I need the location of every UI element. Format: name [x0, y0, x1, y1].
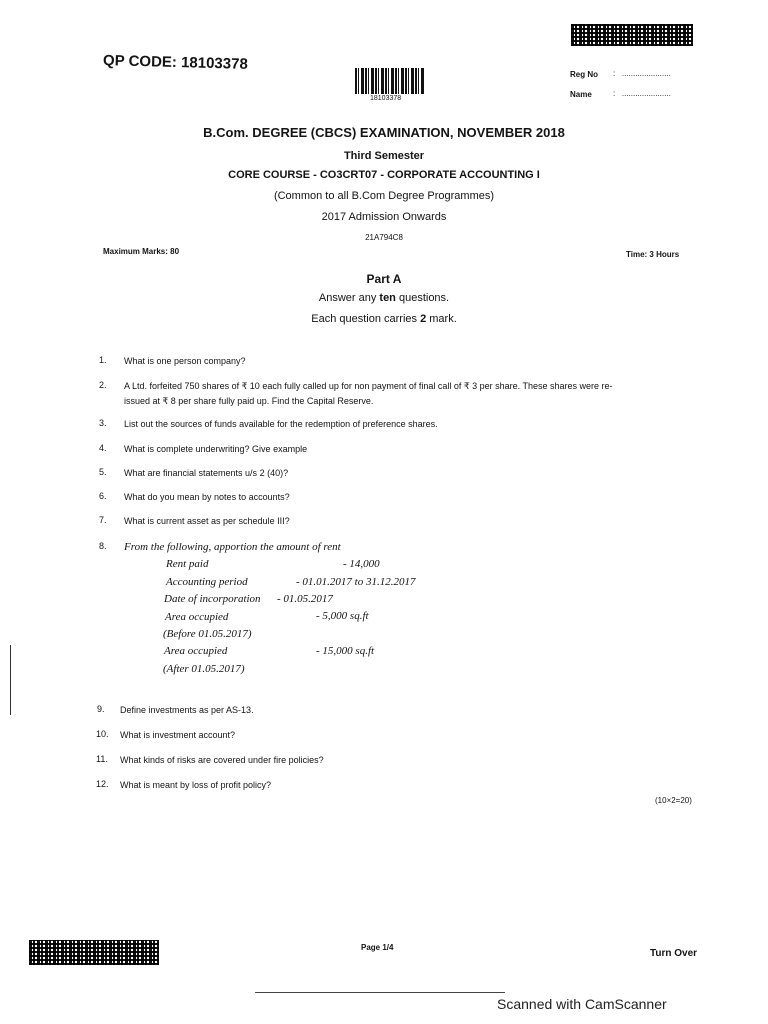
barcode-number: 18103378 [370, 95, 402, 102]
qp-code: QP CODE: 18103378 [102, 52, 249, 73]
scan-margin-line [10, 645, 11, 715]
area-after-date: (After 01.05.2017) [163, 663, 245, 675]
question-text: What is complete underwriting? Give example [124, 444, 308, 454]
area-after-label: Area occupied [164, 645, 228, 657]
reg-no-label: Reg No [570, 70, 598, 79]
instruction-bold: ten [379, 292, 396, 304]
marks-total: (10×2=20) [655, 796, 692, 805]
rent-paid-value: - 14,000 [343, 558, 380, 570]
name-label: Name [570, 90, 592, 99]
question-number: 2. [99, 380, 107, 390]
camscanner-watermark: Scanned with CamScanner [497, 996, 667, 1012]
question-number: 5. [99, 467, 107, 477]
question-text: List out the sources of funds available for the redemption of preference shares. [124, 419, 438, 429]
barcode-top-right [571, 24, 693, 46]
accounting-period-value: - 01.01.2017 to 31.12.2017 [296, 576, 416, 588]
question-number: 4. [99, 443, 107, 453]
incorporation-label: Date of incorporation [164, 593, 261, 605]
question-text: What do you mean by notes to accounts? [124, 492, 290, 502]
question-text: What is current asset as per schedule III? [124, 516, 290, 526]
footer-divider [255, 992, 505, 993]
question-text: What is investment account? [120, 730, 236, 740]
barcode-center [355, 68, 425, 94]
question-number: 8. [99, 541, 107, 551]
semester: Third Semester [343, 150, 425, 162]
course: CORE COURSE - CO3CRT07 - CORPORATE ACCOUNTING I [228, 169, 540, 181]
question-number: 3. [99, 418, 107, 428]
question-number: 11. [96, 754, 108, 764]
area-before-date: (Before 01.05.2017) [163, 628, 252, 640]
question-text: What are financial statements u/s 2 (40)? [124, 468, 289, 478]
marks-bold: 2 [420, 313, 427, 325]
question-number: 6. [99, 491, 107, 501]
question-text: What kinds of risks are covered under fire policies? [120, 755, 324, 765]
question-number: 9. [97, 704, 105, 714]
common-programmes: (Common to all B.Com Degree Programmes) [273, 190, 495, 202]
question-text: A Ltd. forfeited 750 shares of ₹ 10 each fully called up for non payment of final call of ₹ 3 per share. These shares were re- [124, 381, 613, 391]
question-text: What is one person company? [124, 356, 246, 366]
area-after-value: - 15,000 sq.ft [316, 645, 375, 657]
instruction-pre: Answer any [318, 292, 380, 304]
instruction-post: questions. [395, 292, 450, 304]
question-text: Define investments as per AS-13. [120, 705, 254, 715]
incorporation-value: - 01.05.2017 [277, 593, 333, 605]
area-before-label: Area occupied [165, 611, 229, 623]
admission: 2017 Admission Onwards [321, 211, 447, 223]
question-number: 1. [99, 355, 107, 365]
time: Time: 3 Hours [626, 250, 680, 259]
barcode-bottom-left [29, 940, 159, 965]
part-title: Part A [366, 272, 402, 286]
exam-title: B.Com. DEGREE (CBCS) EXAMINATION, NOVEMBER 2018 [203, 125, 565, 140]
rent-paid-label: Rent paid [166, 558, 209, 570]
exam-code: 21A794C8 [365, 233, 403, 242]
turn-over: Turn Over [650, 948, 698, 959]
question-text: From the following, apportion the amount of rent [124, 541, 341, 553]
question-number: 10. [96, 729, 109, 739]
part-instruction [0, 292, 768, 304]
marks-post: mark. [426, 313, 457, 325]
maximum-marks: Maximum Marks: 80 [103, 247, 180, 256]
question-text-continued: issued at ₹ 8 per share fully paid up. Find the Capital Reserve. [124, 396, 374, 406]
area-before-value: - 5,000 sq.ft [316, 610, 369, 622]
name-field: : ...................... [613, 89, 671, 98]
page-number: Page 1/4 [361, 943, 394, 952]
question-number: 12. [96, 779, 109, 789]
marks-pre: Each question carries [311, 313, 421, 325]
part-marks [0, 313, 768, 325]
question-number: 7. [99, 515, 107, 525]
accounting-period-label: Accounting period [166, 576, 248, 588]
reg-no-field: : ...................... [613, 69, 671, 78]
question-text: What is meant by loss of profit policy? [120, 780, 272, 790]
